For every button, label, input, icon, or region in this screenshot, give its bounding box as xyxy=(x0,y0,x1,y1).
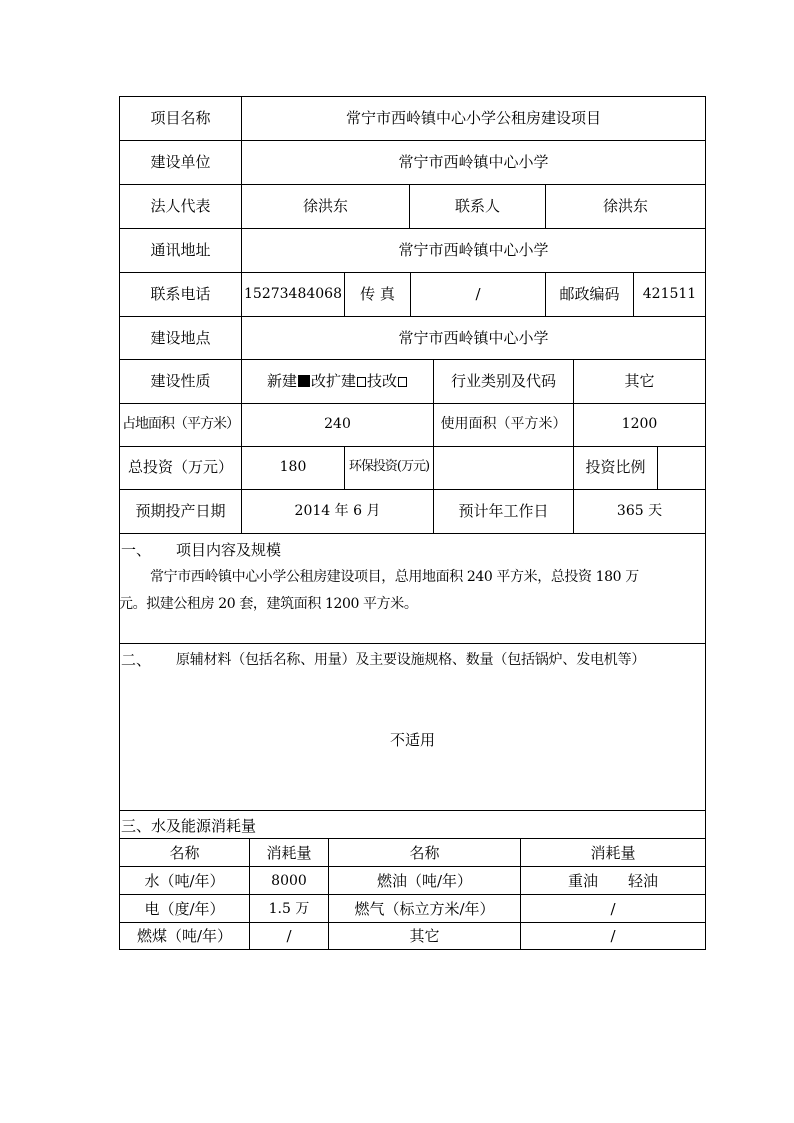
section-divider xyxy=(119,810,706,811)
checked-box-icon[interactable] xyxy=(298,375,310,387)
section1-line2: 元。拟建公租房 20 套，建筑面积 1200 平方米。 xyxy=(119,596,418,612)
energy-cell: 燃气（标立方米/年） xyxy=(354,900,495,918)
contact-label: 联系人 xyxy=(454,197,500,215)
phone-value: 15273484068 xyxy=(244,286,342,302)
section1-line1: 常宁市西岭镇中心小学公租房建设项目，总用地面积 240 平方米，总投资 180 万 xyxy=(150,569,639,585)
nature-expand-label: 改扩建 xyxy=(310,372,356,390)
nature-label: 建设性质 xyxy=(150,372,211,390)
energy-cell: / xyxy=(610,927,616,945)
nature-tech-label: 技改 xyxy=(367,372,398,390)
section2-number: 二、 xyxy=(121,651,152,669)
row-divider xyxy=(119,140,706,141)
fax-value: / xyxy=(475,285,481,303)
site-value: 常宁市西岭镇中心小学 xyxy=(398,329,549,347)
energy-header-amount: 消耗量 xyxy=(590,844,636,862)
unchecked-box-icon[interactable] xyxy=(398,377,407,387)
row-divider xyxy=(119,403,706,404)
industry-label: 行业类别及代码 xyxy=(450,372,556,390)
row-divider xyxy=(119,272,706,273)
energy-cell: 燃油（吨/年） xyxy=(376,872,473,890)
workdays-value: 365 天 xyxy=(616,503,663,519)
section2-content: 不适用 xyxy=(389,731,435,749)
energy-cell: 燃煤（吨/年） xyxy=(136,927,233,945)
nature-new-label: 新建 xyxy=(266,372,297,390)
energy-header-name: 名称 xyxy=(409,844,440,862)
postcode-value: 421511 xyxy=(642,286,697,302)
env-invest-label: 环保投资(万元) xyxy=(348,459,430,474)
row-divider xyxy=(119,228,706,229)
postcode-label: 邮政编码 xyxy=(559,285,620,303)
border-top xyxy=(119,96,706,97)
use-area-value: 1200 xyxy=(621,416,658,432)
energy-cell: 电（度/年） xyxy=(144,900,225,918)
use-area-label: 使用面积（平方米） xyxy=(440,416,567,432)
phone-label: 联系电话 xyxy=(150,285,211,303)
border-bottom xyxy=(119,949,706,950)
workdays-label: 预计年工作日 xyxy=(458,502,549,520)
legal-rep-label: 法人代表 xyxy=(150,197,211,215)
energy-header-name: 名称 xyxy=(169,844,200,862)
unit-value: 常宁市西岭镇中心小学 xyxy=(398,153,549,171)
start-date-value: 2014 年 6 月 xyxy=(294,503,381,519)
project-name-label: 项目名称 xyxy=(150,109,211,127)
unit-label: 建设单位 xyxy=(150,153,211,171)
energy-cell: / xyxy=(286,927,292,945)
energy-cell: 重油 轻油 xyxy=(567,872,658,890)
section3-heading: 三、水及能源消耗量 xyxy=(121,817,257,835)
address-label: 通讯地址 xyxy=(150,241,211,259)
energy-cell: 其它 xyxy=(409,927,440,945)
border-left xyxy=(119,96,120,950)
land-area-label: 占地面积（平方米） xyxy=(122,416,239,432)
row-divider xyxy=(119,316,706,317)
col-divider xyxy=(657,446,658,489)
row-divider xyxy=(119,922,706,923)
energy-cell: 水（吨/年） xyxy=(144,872,225,890)
site-label: 建设地点 xyxy=(150,329,211,347)
row-divider xyxy=(119,838,706,839)
energy-cell: 1.5 万 xyxy=(268,901,310,917)
address-value: 常宁市西岭镇中心小学 xyxy=(398,241,549,259)
energy-cell: / xyxy=(610,900,616,918)
contact-value: 徐洪东 xyxy=(602,197,648,215)
row-divider xyxy=(119,489,706,490)
energy-header-amount: 消耗量 xyxy=(266,844,312,862)
energy-cell: 8000 xyxy=(271,873,307,889)
fax-label: 传 真 xyxy=(360,285,395,303)
land-area-value: 240 xyxy=(324,416,351,432)
section2-heading: 原辅材料（包括名称、用量）及主要设施规格、数量（包括锅炉、发电机等） xyxy=(176,652,646,668)
row-divider xyxy=(119,359,706,360)
legal-rep-value: 徐洪东 xyxy=(302,197,348,215)
section-divider xyxy=(119,643,706,644)
invest-ratio-label: 投资比例 xyxy=(585,458,646,476)
row-divider xyxy=(119,533,706,534)
unchecked-box-icon[interactable] xyxy=(357,377,366,387)
section1-heading: 项目内容及规模 xyxy=(176,541,282,559)
industry-value: 其它 xyxy=(624,372,655,390)
row-divider xyxy=(119,866,706,867)
section1-number: 一、 xyxy=(121,541,152,559)
project-name-value: 常宁市西岭镇中心小学公租房建设项目 xyxy=(345,109,601,127)
row-divider xyxy=(119,446,706,447)
row-divider xyxy=(119,184,706,185)
total-invest-label: 总投资（万元） xyxy=(127,458,233,476)
nature-options xyxy=(242,372,433,390)
start-date-label: 预期投产日期 xyxy=(135,502,226,520)
border-right xyxy=(705,96,706,950)
row-divider xyxy=(119,894,706,895)
total-invest-value: 180 xyxy=(279,459,307,475)
